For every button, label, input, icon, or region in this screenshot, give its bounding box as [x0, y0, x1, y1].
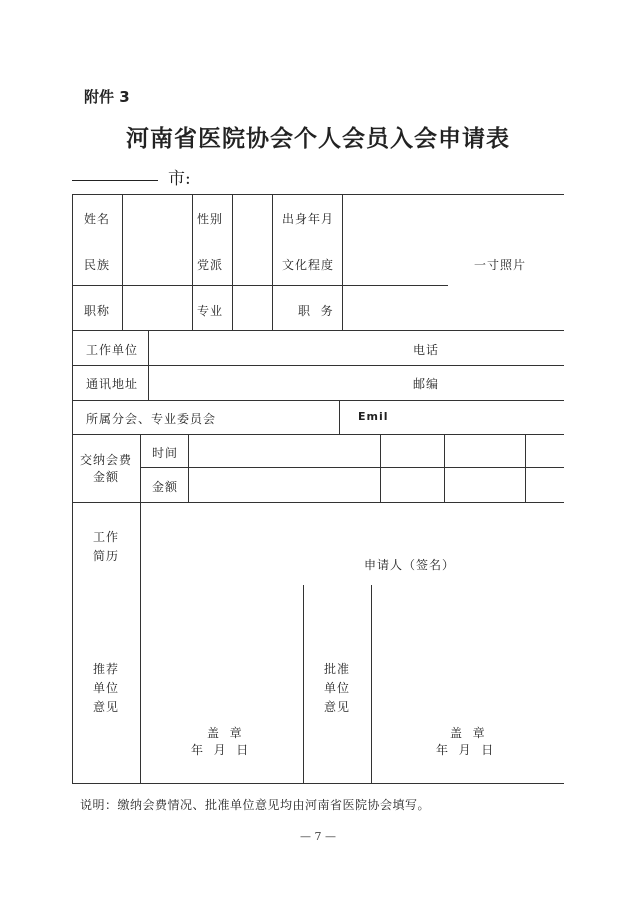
input-phone[interactable]: [442, 331, 563, 364]
input-birth[interactable]: [343, 195, 448, 239]
input-address[interactable]: [149, 366, 409, 399]
input-position[interactable]: [343, 286, 448, 329]
page-number: — 7 —: [300, 830, 336, 843]
input-specialty[interactable]: [233, 286, 271, 329]
input-education[interactable]: [343, 240, 448, 284]
label-phone: 电话: [413, 343, 440, 357]
input-fee-amount[interactable]: [189, 468, 563, 501]
label-ethnicity: 民族: [84, 258, 111, 272]
label-seal-right: 盖 章: [450, 726, 486, 740]
input-title-rank[interactable]: [123, 286, 191, 329]
photo-box[interactable]: [449, 195, 563, 329]
label-resume: 工作 简历: [92, 530, 119, 563]
input-party[interactable]: [233, 240, 271, 284]
form-note: 说明：缴纳会费情况、批准单位意见均由河南省医院协会填写。: [80, 798, 431, 812]
label-education: 文化程度: [282, 258, 335, 272]
attachment-label: 附件 3: [84, 88, 130, 106]
label-specialty: 专业: [197, 304, 224, 318]
form-title: 河南省医院协会个人会员入会申请表: [126, 125, 510, 152]
label-title-rank: 职称: [84, 304, 111, 318]
input-name[interactable]: [123, 195, 191, 239]
label-photo: 一寸照片: [474, 258, 527, 272]
label-date-right: 年 月 日: [436, 743, 495, 757]
input-postcode[interactable]: [442, 366, 563, 399]
label-date-left: 年 月 日: [191, 743, 250, 757]
label-applicant-signature: 申请人（签名）: [364, 558, 456, 572]
label-approve: 批准 单位 意见: [323, 662, 350, 714]
label-name: 姓名: [84, 212, 111, 226]
label-branch: 所属分会、专业委员会: [86, 412, 217, 426]
label-work-unit: 工作单位: [86, 343, 139, 357]
input-gender[interactable]: [233, 195, 271, 239]
input-email[interactable]: [390, 401, 563, 433]
input-resume[interactable]: [141, 503, 563, 583]
label-recommend: 推荐 单位 意见: [92, 662, 119, 714]
input-work-unit[interactable]: [149, 331, 409, 364]
label-birth: 出身年月: [282, 212, 335, 226]
input-fee-time[interactable]: [189, 435, 563, 466]
input-ethnicity[interactable]: [123, 240, 191, 284]
label-address: 通讯地址: [86, 377, 139, 391]
label-postcode: 邮编: [413, 377, 440, 391]
label-fee-time: 时间: [152, 446, 179, 460]
label-email: Emil: [358, 410, 389, 423]
label-party: 党派: [197, 258, 224, 272]
label-gender: 性别: [197, 212, 224, 226]
label-seal-left: 盖 章: [207, 726, 243, 740]
label-position: 职 务: [298, 304, 334, 318]
label-fee: 交纳会费 金额: [79, 453, 132, 484]
city-suffix: 市:: [168, 169, 191, 189]
label-fee-amount: 金额: [152, 480, 179, 494]
